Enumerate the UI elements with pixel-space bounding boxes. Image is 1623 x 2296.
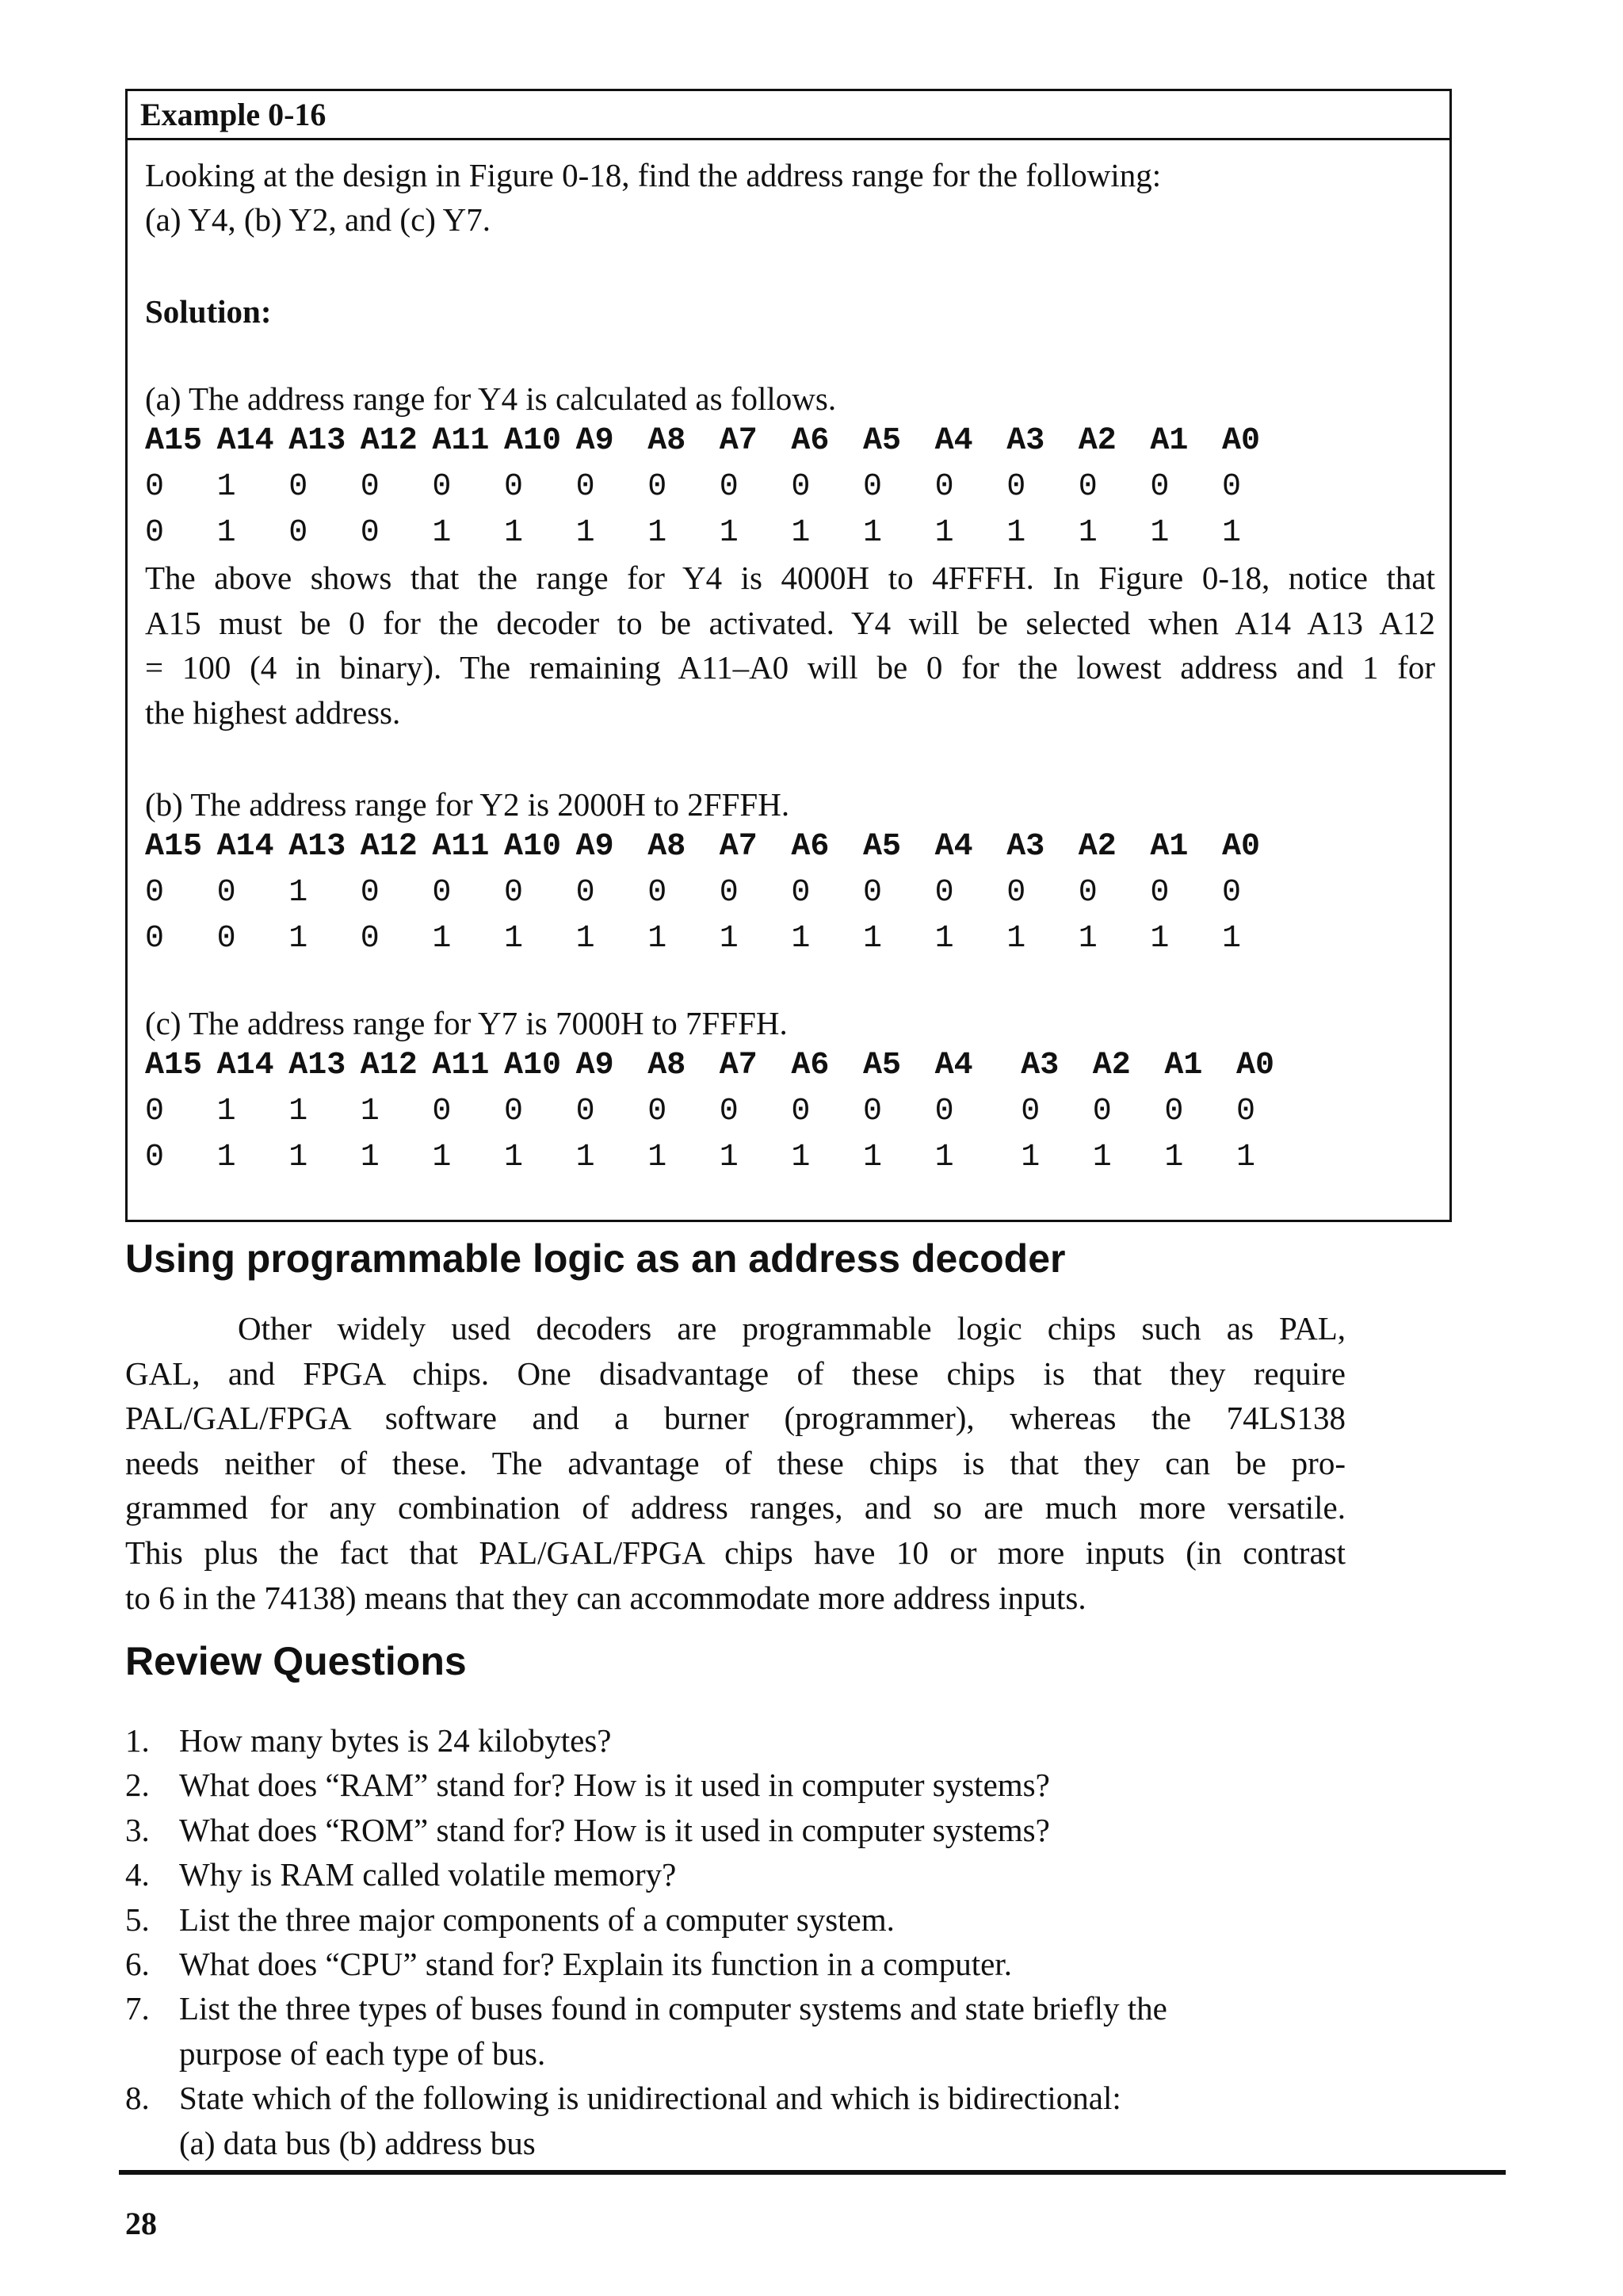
example-intro-line-2: (a) Y4, (b) Y2, and (c) Y7. <box>145 201 491 238</box>
address-bit-value: 1 <box>719 1140 739 1175</box>
address-bit-label: A3 <box>1006 423 1045 459</box>
address-bit-value: 0 <box>647 1094 667 1129</box>
review-questions-list <box>125 1718 1472 2165</box>
address-bit-value: 0 <box>360 469 380 505</box>
address-bit-value: 1 <box>1006 515 1026 551</box>
address-bit-value: 1 <box>360 1140 380 1175</box>
address-bit-value: 0 <box>145 469 165 505</box>
address-bit-value: 1 <box>504 515 524 551</box>
address-bit-value: 1 <box>791 515 811 551</box>
address-header-row <box>145 419 1453 464</box>
paragraph-line: needs neither of these. The advantage of these chips is that they can be pro- <box>125 1444 1346 1481</box>
address-bit-value: 0 <box>145 1140 165 1175</box>
address-bit-value: 1 <box>575 515 595 551</box>
address-bit-value: 1 <box>647 515 667 551</box>
address-bit-value: 1 <box>432 515 452 551</box>
section-paragraph <box>125 1306 1346 1620</box>
address-bit-label: A1 <box>1150 423 1189 459</box>
address-bit-label: A7 <box>719 423 758 459</box>
paragraph-line: to 6 in the 74138) means that they can accommodate more address inputs. <box>125 1579 1086 1616</box>
address-bit-value: 1 <box>934 921 954 957</box>
address-bit-value: 0 <box>647 469 667 505</box>
address-bit-value: 1 <box>863 515 883 551</box>
address-bit-label: A6 <box>791 423 830 459</box>
address-bit-value: 0 <box>1236 1094 1256 1129</box>
address-value-row <box>145 465 1453 510</box>
question-number: 7. <box>125 1990 150 2027</box>
address-bit-value: 1 <box>719 515 739 551</box>
paragraph-line: PAL/GAL/FPGA software and a burner (programmer), whereas the 74LS138 <box>125 1400 1346 1437</box>
address-bit-value: 0 <box>1006 469 1026 505</box>
address-bit-value: 1 <box>934 515 954 551</box>
address-bit-value: 1 <box>1092 1140 1112 1175</box>
review-question <box>125 1718 1472 1763</box>
address-bit-label: A14 <box>216 423 274 459</box>
address-bit-value: 0 <box>575 875 595 911</box>
address-bit-value: 1 <box>1006 921 1026 957</box>
address-bit-label: A7 <box>719 829 758 865</box>
address-bit-value: 0 <box>145 875 165 911</box>
address-bit-label: A6 <box>791 829 830 865</box>
address-bit-label: A2 <box>1092 1048 1131 1083</box>
address-bit-value: 0 <box>504 469 524 505</box>
address-bit-value: 0 <box>791 1094 811 1129</box>
part-a-note-line: the highest address. <box>145 693 401 731</box>
address-bit-label: A4 <box>934 829 973 865</box>
address-bit-value: 1 <box>288 1094 308 1129</box>
address-bit-value: 0 <box>216 875 236 911</box>
address-bit-value: 1 <box>216 469 236 505</box>
address-bit-label: A9 <box>575 829 614 865</box>
address-bit-label: A12 <box>360 829 418 865</box>
address-bit-value: 0 <box>791 875 811 911</box>
address-bit-label: A8 <box>647 423 686 459</box>
address-bit-label: A14 <box>216 829 274 865</box>
address-bit-label: A12 <box>360 1048 418 1083</box>
address-bit-value: 0 <box>575 469 595 505</box>
address-bit-value: 0 <box>145 515 165 551</box>
address-bit-value: 1 <box>1078 921 1098 957</box>
address-bit-value: 1 <box>1150 921 1170 957</box>
address-bit-label: A15 <box>145 829 203 865</box>
address-bit-value: 0 <box>1164 1094 1184 1129</box>
review-question <box>125 1763 1472 1807</box>
address-bit-value: 0 <box>863 875 883 911</box>
review-question <box>125 1942 1472 1986</box>
question-text: List the three major components of a computer system. <box>179 1901 895 1938</box>
address-table-a <box>145 419 1453 556</box>
address-bit-value: 1 <box>360 1094 380 1129</box>
example-intro-line-1: Looking at the design in Figure 0-18, find the address range for the following: <box>145 157 1162 193</box>
address-bit-value: 0 <box>863 1094 883 1129</box>
address-bit-value: 0 <box>791 469 811 505</box>
part-b-intro: (b) The address range for Y2 is 2000H to 2FFFH. <box>145 786 790 823</box>
part-a-note <box>145 556 1435 735</box>
address-bit-value: 1 <box>288 875 308 911</box>
address-bit-value: 1 <box>1222 921 1242 957</box>
address-bit-label: A4 <box>934 423 973 459</box>
footer-rule <box>119 2170 1506 2175</box>
question-text: How many bytes is 24 kilobytes? <box>179 1722 612 1759</box>
question-text: Why is RAM called volatile memory? <box>179 1856 677 1893</box>
address-bit-value: 1 <box>216 1140 236 1175</box>
page-number: 28 <box>125 2206 157 2241</box>
address-bit-label: A4 <box>934 1048 973 1083</box>
paragraph-line: This plus the fact that PAL/GAL/FPGA chips have 10 or more inputs (in contrast <box>125 1534 1346 1571</box>
address-value-row <box>145 1090 1453 1134</box>
address-bit-value: 1 <box>1222 515 1242 551</box>
address-header-row <box>145 825 1453 869</box>
address-bit-label: A3 <box>1021 1048 1060 1083</box>
address-value-row <box>145 511 1453 556</box>
address-bit-value: 0 <box>575 1094 595 1129</box>
part-c-intro: (c) The address range for Y7 is 7000H to 7FFFH. <box>145 1005 788 1041</box>
section-heading: Using programmable logic as an address decoder <box>125 1236 1066 1281</box>
question-text: What does “RAM” stand for? How is it used in computer systems? <box>179 1767 1050 1804</box>
part-a-note-line: = 100 (4 in binary). The remaining A11–A0 will be 0 for the lowest address and 1 for <box>145 649 1435 686</box>
address-bit-label: A10 <box>504 423 562 459</box>
question-text: (a) data bus (b) address bus <box>179 2124 536 2161</box>
address-bit-value: 0 <box>432 469 452 505</box>
address-bit-value: 1 <box>288 921 308 957</box>
question-number: 4. <box>125 1856 150 1893</box>
address-bit-value: 0 <box>360 921 380 957</box>
address-bit-label: A0 <box>1222 423 1261 459</box>
address-bit-value: 1 <box>504 921 524 957</box>
address-bit-value: 1 <box>575 921 595 957</box>
address-bit-label: A2 <box>1078 423 1117 459</box>
address-bit-value: 1 <box>863 921 883 957</box>
address-bit-value: 1 <box>791 1140 811 1175</box>
address-bit-label: A11 <box>432 1048 490 1083</box>
solution-label: Solution: <box>145 293 272 330</box>
address-bit-label: A10 <box>504 829 562 865</box>
address-bit-label: A7 <box>719 1048 758 1083</box>
address-value-row <box>145 917 1453 961</box>
address-bit-label: A1 <box>1150 829 1189 865</box>
address-bit-value: 0 <box>145 1094 165 1129</box>
address-bit-value: 0 <box>1078 875 1098 911</box>
address-bit-value: 0 <box>504 875 524 911</box>
address-bit-value: 1 <box>863 1140 883 1175</box>
address-bit-value: 0 <box>360 515 380 551</box>
paragraph-line: grammed for any combination of address ranges, and so are much more versatile. <box>125 1489 1346 1526</box>
address-bit-value: 1 <box>216 515 236 551</box>
question-text: List the three types of buses found in computer systems and state briefly the <box>179 1990 1167 2027</box>
address-bit-value: 1 <box>1078 515 1098 551</box>
question-text: State which of the following is unidirectional and which is bidirectional: <box>179 2080 1121 2117</box>
address-bit-label: A9 <box>575 1048 614 1083</box>
address-bit-value: 0 <box>360 875 380 911</box>
address-bit-value: 0 <box>934 469 954 505</box>
address-bit-value: 0 <box>1078 469 1098 505</box>
address-bit-value: 0 <box>719 469 739 505</box>
address-bit-value: 1 <box>719 921 739 957</box>
address-bit-value: 0 <box>719 1094 739 1129</box>
address-value-row <box>145 1136 1453 1180</box>
address-bit-value: 1 <box>791 921 811 957</box>
question-text: purpose of each type of bus. <box>179 2034 546 2072</box>
address-bit-value: 0 <box>1150 469 1170 505</box>
address-bit-value: 1 <box>575 1140 595 1175</box>
address-bit-label: A13 <box>288 1048 346 1083</box>
address-bit-label: A5 <box>863 423 902 459</box>
address-bit-value: 0 <box>1006 875 1026 911</box>
question-number: 3. <box>125 1811 150 1848</box>
address-bit-value: 0 <box>432 1094 452 1129</box>
address-bit-value: 0 <box>863 469 883 505</box>
address-bit-value: 1 <box>1236 1140 1256 1175</box>
address-bit-label: A10 <box>504 1048 562 1083</box>
question-number: 6. <box>125 1946 150 1983</box>
address-value-row <box>145 871 1453 915</box>
address-bit-value: 1 <box>288 1140 308 1175</box>
address-bit-value: 0 <box>432 875 452 911</box>
address-bit-label: A8 <box>647 1048 686 1083</box>
paragraph-line: GAL, and FPGA chips. One disadvantage of these chips is that they require <box>125 1354 1346 1392</box>
address-bit-label: A9 <box>575 423 614 459</box>
address-bit-value: 0 <box>216 921 236 957</box>
question-number: 1. <box>125 1722 150 1759</box>
address-bit-value: 1 <box>647 921 667 957</box>
address-bit-label: A13 <box>288 423 346 459</box>
address-bit-value: 1 <box>432 921 452 957</box>
review-question <box>125 1897 1472 1942</box>
address-bit-value: 0 <box>647 875 667 911</box>
address-bit-label: A15 <box>145 1048 203 1083</box>
address-bit-label: A5 <box>863 1048 902 1083</box>
question-text: What does “ROM” stand for? How is it used in computer systems? <box>179 1811 1050 1848</box>
address-bit-value: 1 <box>1021 1140 1041 1175</box>
address-bit-label: A15 <box>145 423 203 459</box>
part-a-note-line: A15 must be 0 for the decoder to be activated. Y4 will be selected when A14 A13 A12 <box>145 604 1435 641</box>
address-header-row <box>145 1044 1453 1088</box>
address-bit-label: A14 <box>216 1048 274 1083</box>
example-header <box>128 91 1449 140</box>
question-number: 8. <box>125 2080 150 2117</box>
address-bit-label: A0 <box>1222 829 1261 865</box>
question-number: 2. <box>125 1767 150 1804</box>
address-bit-value: 0 <box>1092 1094 1112 1129</box>
address-bit-label: A8 <box>647 829 686 865</box>
address-table-b <box>145 825 1453 961</box>
address-bit-label: A12 <box>360 423 418 459</box>
address-bit-value: 1 <box>504 1140 524 1175</box>
review-question <box>125 1808 1472 1852</box>
question-number: 5. <box>125 1901 150 1938</box>
part-a-note-line: The above shows that the range for Y4 is 4000H to 4FFFH. In Figure 0-18, notice that <box>145 560 1435 596</box>
address-table-c <box>145 1044 1453 1180</box>
address-bit-value: 0 <box>934 875 954 911</box>
address-bit-value: 0 <box>288 469 308 505</box>
address-bit-label: A5 <box>863 829 902 865</box>
address-bit-value: 0 <box>1021 1094 1041 1129</box>
address-bit-value: 1 <box>216 1094 236 1129</box>
review-question <box>125 2076 1472 2165</box>
address-bit-value: 1 <box>1164 1140 1184 1175</box>
address-bit-label: A1 <box>1164 1048 1203 1083</box>
review-heading: Review Questions <box>125 1639 467 1683</box>
review-question <box>125 1852 1472 1897</box>
address-bit-value: 1 <box>934 1140 954 1175</box>
address-bit-value: 0 <box>934 1094 954 1129</box>
example-title: Example 0-16 <box>140 97 327 132</box>
example-box <box>125 89 1452 1222</box>
address-bit-label: A11 <box>432 829 490 865</box>
address-bit-label: A3 <box>1006 829 1045 865</box>
address-bit-value: 0 <box>1150 875 1170 911</box>
address-bit-value: 0 <box>504 1094 524 1129</box>
review-question <box>125 1986 1472 2076</box>
address-bit-value: 0 <box>1222 875 1242 911</box>
address-bit-value: 0 <box>1222 469 1242 505</box>
address-bit-value: 0 <box>288 515 308 551</box>
address-bit-label: A13 <box>288 829 346 865</box>
address-bit-label: A0 <box>1236 1048 1275 1083</box>
address-bit-value: 1 <box>647 1140 667 1175</box>
address-bit-value: 0 <box>145 921 165 957</box>
part-a-intro: (a) The address range for Y4 is calculated as follows. <box>145 380 837 417</box>
address-bit-value: 1 <box>1150 515 1170 551</box>
address-bit-label: A11 <box>432 423 490 459</box>
address-bit-label: A6 <box>791 1048 830 1083</box>
address-bit-value: 0 <box>719 875 739 911</box>
question-text: What does “CPU” stand for? Explain its function in a computer. <box>179 1946 1012 1983</box>
paragraph-line: Other widely used decoders are programmable logic chips such as PAL, <box>238 1310 1346 1347</box>
address-bit-label: A2 <box>1078 829 1117 865</box>
address-bit-value: 1 <box>432 1140 452 1175</box>
